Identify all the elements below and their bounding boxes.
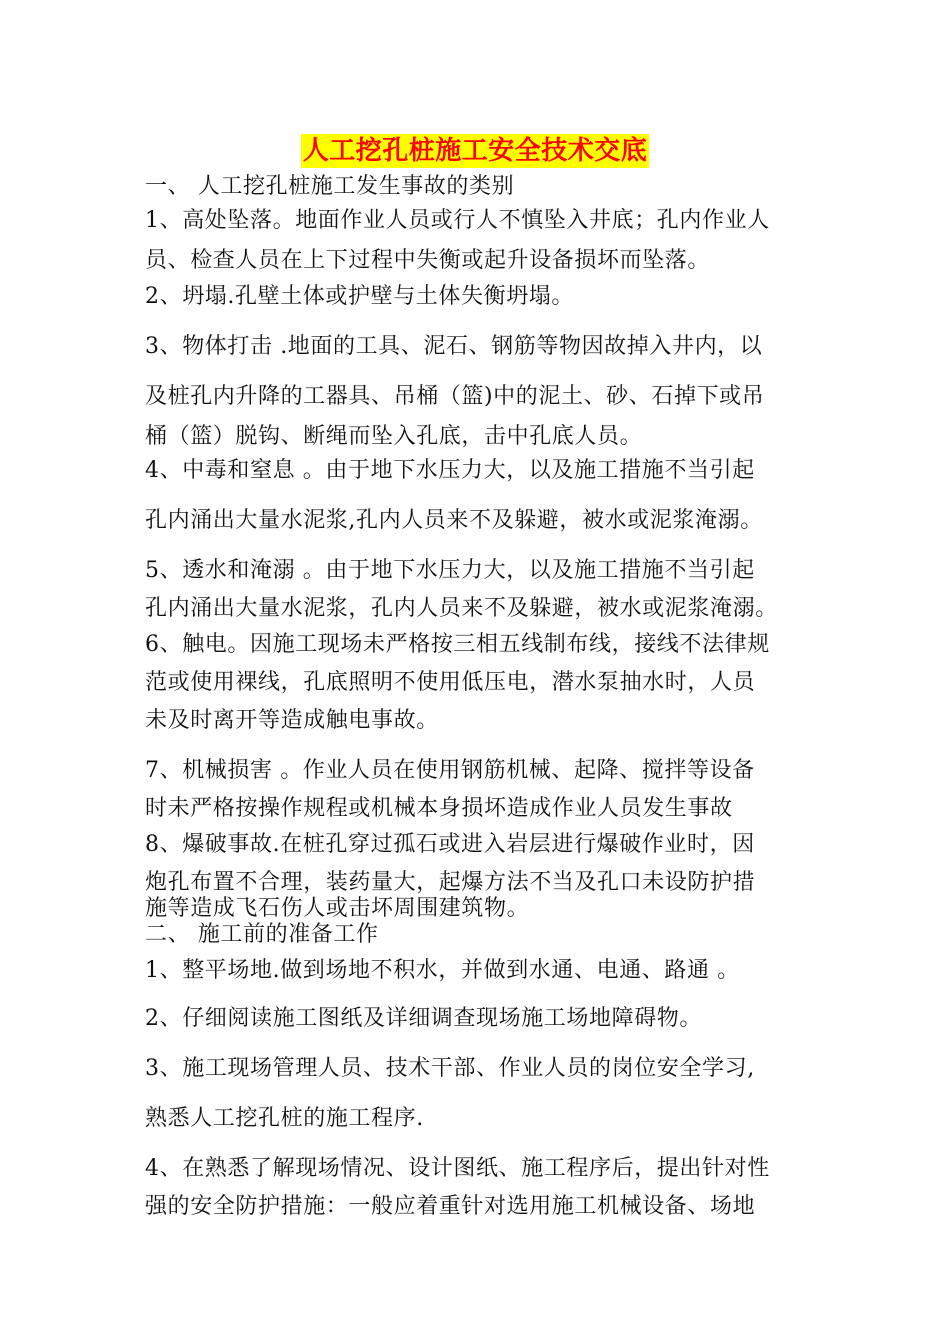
paragraph-line: 范或使用裸线，孔底照明不使用低压电，潜水泵抽水时，人员 [145,670,756,695]
paragraph-line: 4、中毒和窒息 。由于地下水压力大，以及施工措施不当引起 [145,458,755,483]
paragraph-line: 1、高处坠落。地面作业人员或行人不慎坠入井底；孔内作业人 [145,208,770,233]
paragraph-line: 6、触电。因施工现场未严格按三相五线制布线，接线不法律规 [145,632,770,657]
paragraph-line: 4、在熟悉了解现场情况、设计图纸、施工程序后，提出针对性 [145,1156,770,1181]
paragraph-line: 5、透水和淹溺 。由于地下水压力大，以及施工措施不当引起 [145,558,755,583]
paragraph-line: 桶（篮）脱钩、断绳而坠入孔底，击中孔底人员。 [145,424,643,449]
paragraph-line: 员、检查人员在上下过程中失衡或起升设备损坏而坠落。 [145,248,711,273]
section-heading-2: 二、 施工前的准备工作 [145,922,379,947]
document-title-wrap [0,134,950,168]
paragraph-line: 7、机械损害 。作业人员在使用钢筋机械、起降、搅拌等设备 [145,758,755,783]
section-heading-1: 一、 人工挖孔桩施工发生事故的类别 [145,174,515,199]
paragraph-line: 及桩孔内升降的工器具、吊桶（篮)中的泥土、砂、石掉下或吊 [145,384,765,409]
paragraph-line: 2、坍塌.孔壁土体或护壁与土体失衡坍塌。 [145,284,574,309]
paragraph-line: 3、物体打击 .地面的工具、泥石、钢筋等物因故掉入井内，以 [145,334,763,359]
paragraph-line: 2、仔细阅读施工图纸及详细调查现场施工场地障碍物。 [145,1006,702,1031]
paragraph-line: 未及时离开等造成触电事故。 [145,708,439,733]
paragraph-line: 孔内涌出大量水泥浆，孔内人员来不及躲避，被水或泥浆淹溺。 [145,596,778,621]
paragraph-line: 炮孔布置不合理，装药量大，起爆方法不当及孔口未设防护措 [145,870,756,895]
paragraph-line: 孔内涌出大量水泥浆,孔内人员来不及躲避，被水或泥浆淹溺。 [145,508,763,533]
paragraph-line: 熟悉人工挖孔桩的施工程序. [145,1106,424,1131]
paragraph-line: 1、整平场地.做到场地不积水，并做到水通、电通、路通 。 [145,958,740,983]
paragraph-line: 强的安全防护措施：一般应着重针对选用施工机械设备、场地 [145,1194,756,1219]
paragraph-line: 3、施工现场管理人员、技术干部、作业人员的岗位安全学习, [145,1056,755,1081]
paragraph-line: 8、爆破事故.在桩孔穿过孤石或进入岩层进行爆破作业时，因 [145,832,755,857]
document-title: 人工挖孔桩施工安全技术交底 [302,136,648,166]
paragraph-line: 施等造成飞石伤人或击坏周围建筑物。 [145,896,530,921]
paragraph-line: 时未严格按操作规程或机械本身损坏造成作业人员发生事故 [145,796,733,821]
